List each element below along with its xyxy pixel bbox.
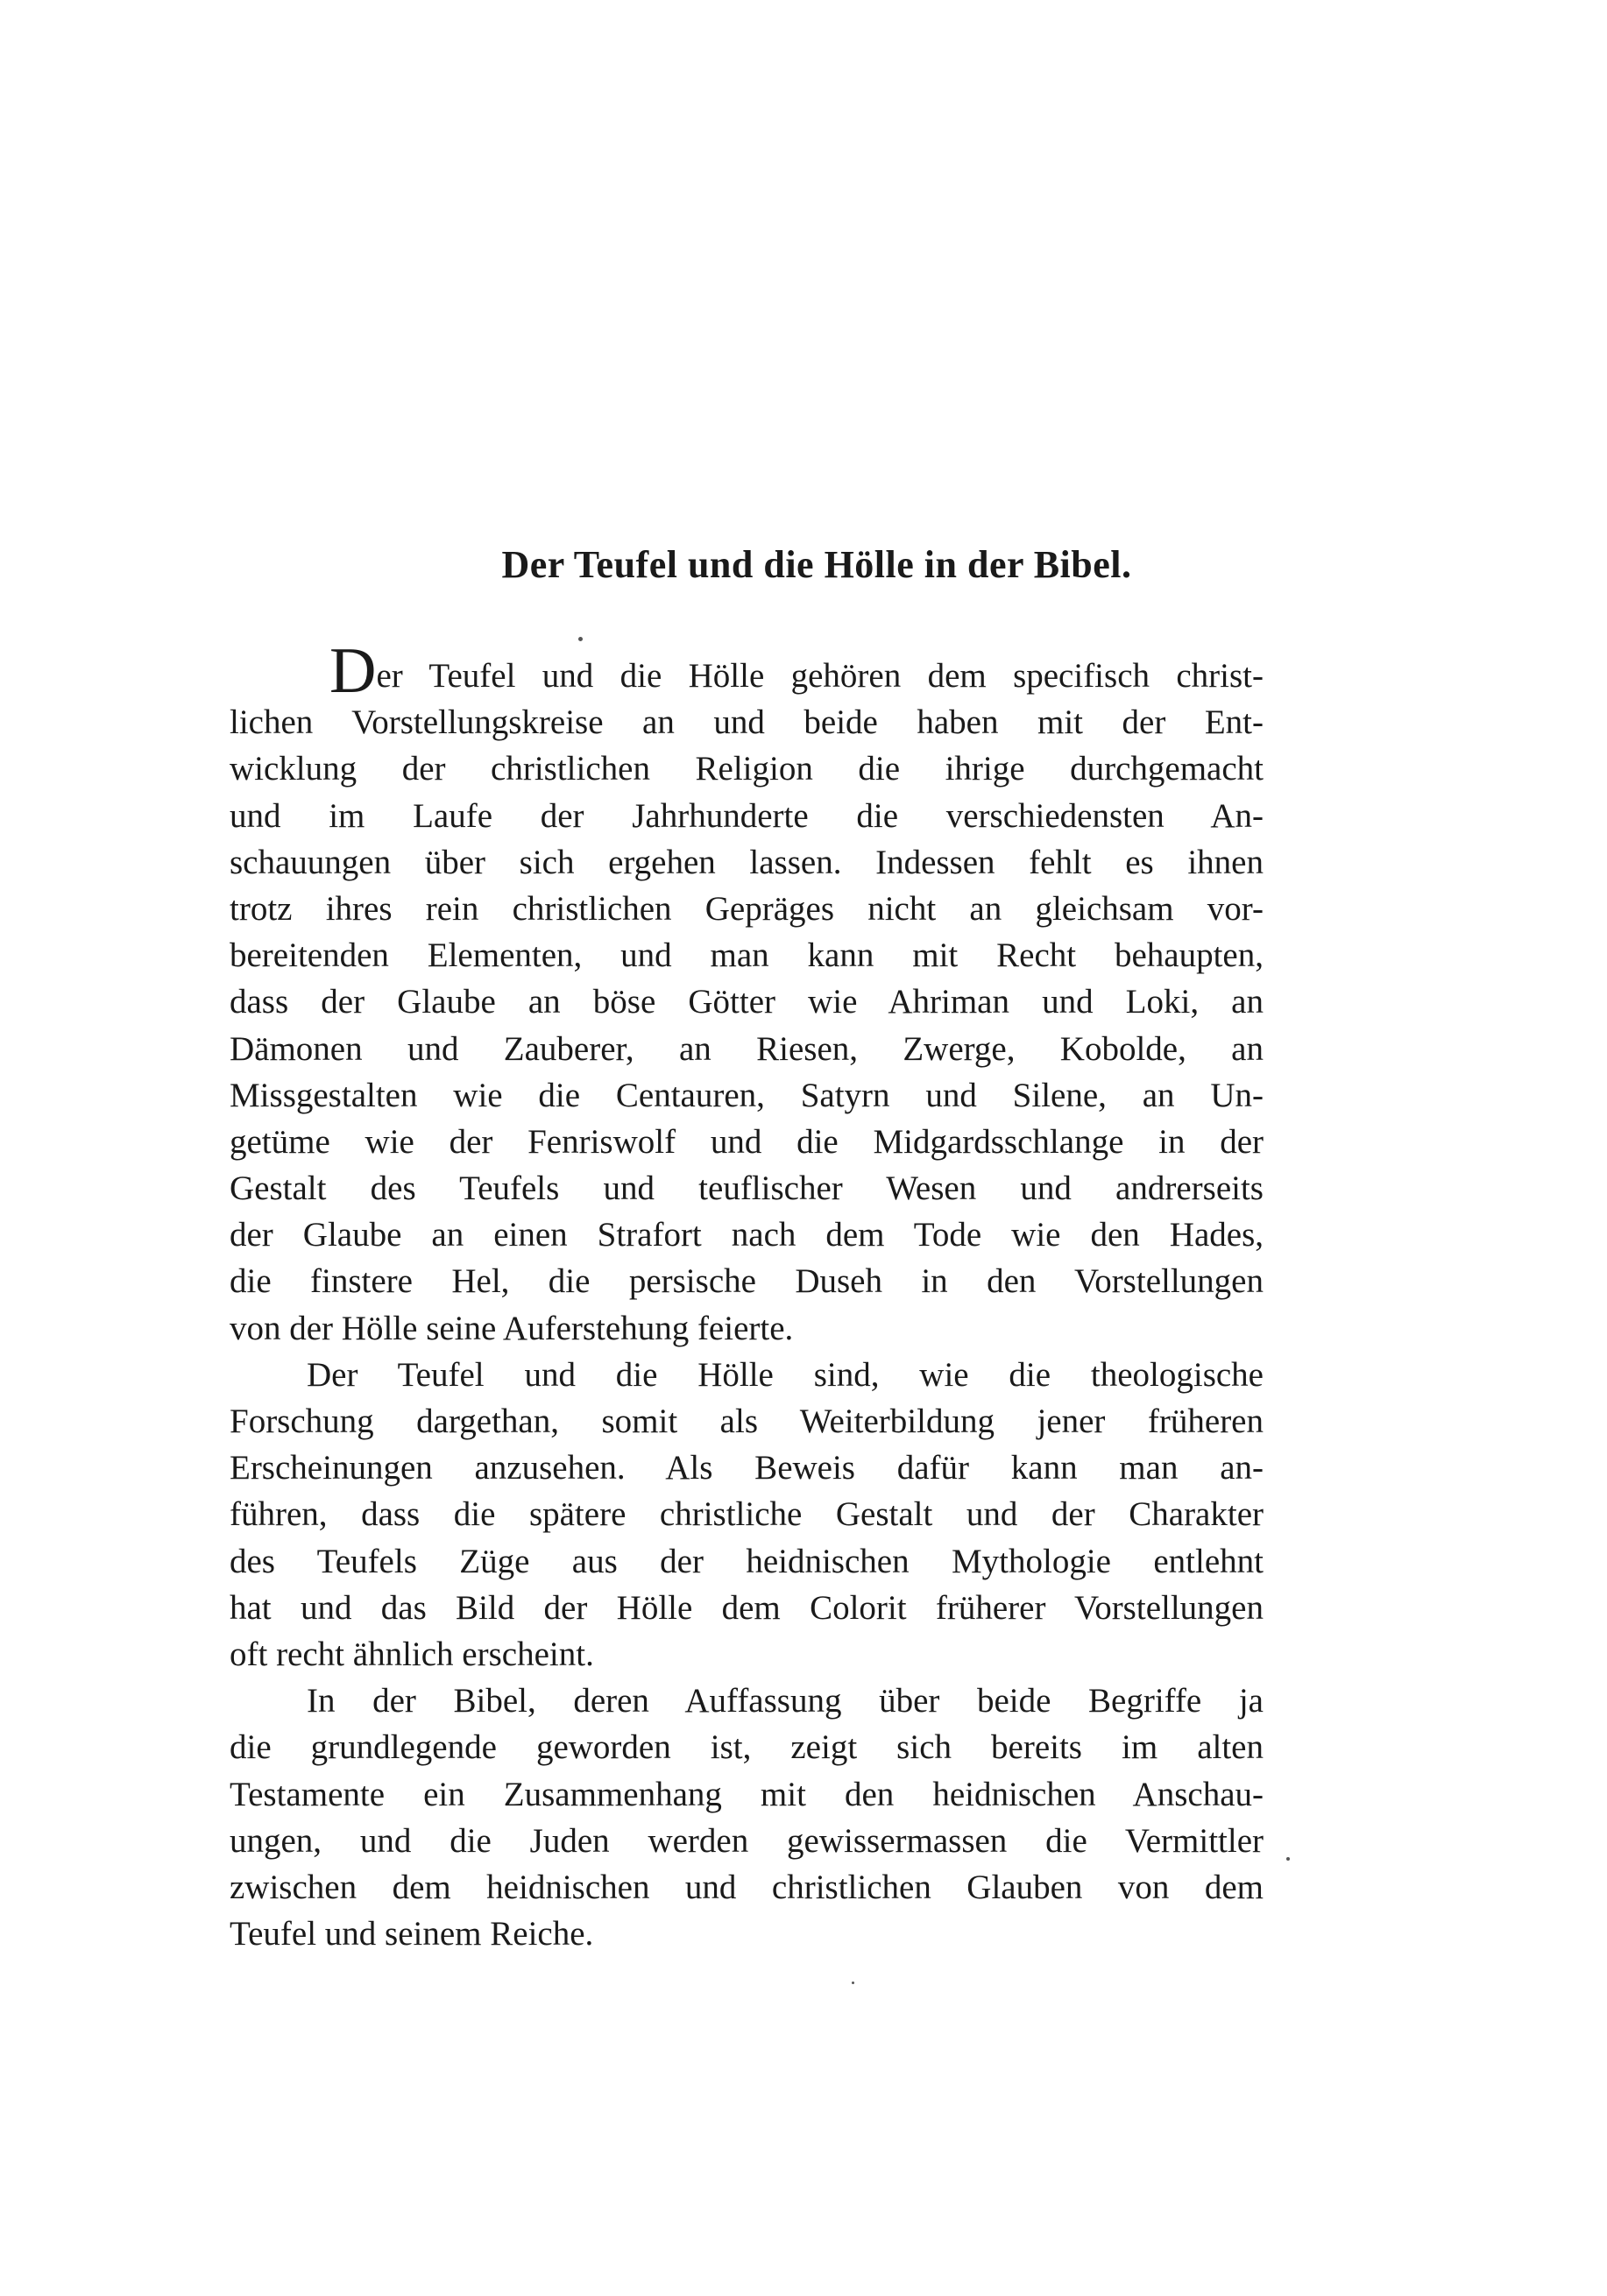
paragraph-2-line: des Teufels Züge aus der heidnischen Mythologie entlehnt <box>230 1542 1264 1580</box>
body-text <box>230 635 1264 1957</box>
paragraph-1-line: von der Hölle seine Auferstehung feierte. <box>230 1309 794 1347</box>
paragraph-2-line: hat und das Bild der Hölle dem Colorit früherer Vorstellungen <box>230 1588 1264 1627</box>
paragraph-3-line: ungen, und die Juden werden gewissermassen die Vermittler <box>230 1821 1264 1860</box>
paragraph-3-line: In der Bibel, deren Auffassung über beide Begriffe ja <box>307 1682 1264 1720</box>
paragraph-1-line: die finstere Hel, die persische Duseh in den Vorstellungen <box>230 1262 1264 1301</box>
paragraph-1-line: der Glaube an einen Strafort nach dem Tode wie den Hades, <box>230 1216 1264 1254</box>
paragraph-1-line: Missgestalten wie die Centauren, Satyrn und Silene, an Un- <box>230 1076 1264 1114</box>
paragraph-1-line: dass der Glaube an böse Götter wie Ahriman und Loki, an <box>230 983 1264 1021</box>
paragraph-1-line: schauungen über sich ergehen lassen. Indessen fehlt es ihnen <box>230 843 1264 881</box>
scan-speck <box>578 637 583 641</box>
paragraph-1-line: trotz ihres rein christlichen Gepräges nicht an gleichsam vor- <box>230 889 1264 928</box>
paragraph-1-line: Dämonen und Zauberer, an Riesen, Zwerge, Kobolde, an <box>230 1029 1264 1068</box>
drop-cap-initial: D <box>329 635 377 707</box>
paragraph-2-line: führen, dass die spätere christliche Gestalt und der Charakter <box>230 1495 1264 1534</box>
scan-speck <box>852 1982 854 1984</box>
paragraph-2-line: oft recht ähnlich erscheint. <box>230 1635 594 1673</box>
paragraph-3-line: Testamente ein Zusammenhang mit den heidnischen Anschau- <box>230 1775 1264 1813</box>
paragraph-3-line: die grundlegende geworden ist, zeigt sich bereits im alten <box>230 1728 1264 1767</box>
paragraph-3-line: Teufel und seinem Reiche. <box>230 1915 594 1953</box>
paragraph-1-line: wicklung der christlichen Religion die ihrige durchgemacht <box>230 750 1264 788</box>
paragraph-1-line-1: Der Teufel und die Hölle gehören dem specifisch christ- <box>329 635 1264 707</box>
paragraph-1-line: bereitenden Elementen, und man kann mit Recht behaupten, <box>230 936 1264 975</box>
paragraph-1-line: getüme wie der Fenriswolf und die Midgardsschlange in der <box>230 1122 1264 1161</box>
paragraph-2-line: Der Teufel und die Hölle sind, wie die theologische <box>307 1355 1264 1394</box>
paragraph-3-line: zwischen dem heidnischen und christlichen Glauben von dem <box>230 1868 1264 1906</box>
paragraph-1-line: lichen Vorstellungskreise an und beide haben mit der Ent- <box>230 703 1264 742</box>
chapter-title: Der Teufel und die Hölle in der Bibel. <box>501 543 1132 586</box>
paragraph-1-line: und im Laufe der Jahrhunderte die verschiedensten An- <box>230 796 1264 835</box>
paragraph-2-line: Forschung dargethan, somit als Weiterbildung jener früheren <box>230 1402 1264 1440</box>
paragraph-1-line: Gestalt des Teufels und teuflischer Wesen und andrerseits <box>230 1169 1264 1208</box>
scan-speck <box>1286 1857 1290 1861</box>
paragraph-2-line: Erscheinungen anzusehen. Als Beweis dafür kann man an- <box>230 1449 1264 1487</box>
